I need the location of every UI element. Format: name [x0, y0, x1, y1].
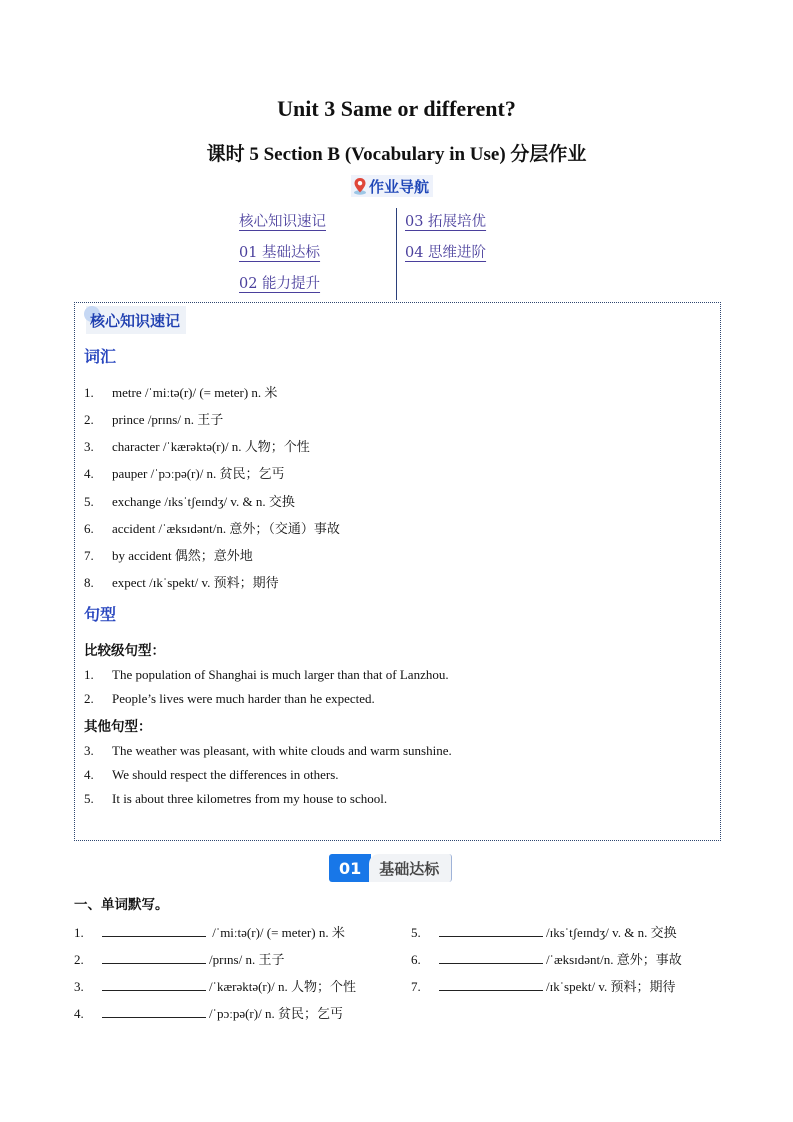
nav-link-level-02[interactable]: 02 能力提升: [239, 276, 321, 292]
answer-blank[interactable]: [102, 1005, 206, 1018]
sentence-item: 4. We should respect the differences in others.: [84, 767, 339, 782]
vocab-item: 6. accident /ˈæksɪdənt/n. 意外；（交通）事故: [84, 521, 340, 536]
map-pin-icon: [353, 177, 367, 195]
dictation-item: 6. /ˈæksɪdənt/n. 意外；事故: [411, 952, 682, 967]
nav-link-level-03[interactable]: 03 拓展培优: [405, 214, 487, 230]
vocab-item: 4. pauper /ˈpɔːpə(r)/ n. 贫民；乞丐: [84, 466, 285, 481]
sentence-item: 1. The population of Shanghai is much larger than that of Lanzhou.: [84, 667, 449, 682]
answer-blank[interactable]: [439, 951, 543, 964]
sentence-item: 5. It is about three kilometres from my house to school.: [84, 791, 388, 806]
vocab-item: 8. expect /ɪkˈspekt/ v. 预料；期待: [84, 575, 279, 590]
nav-link-level-04[interactable]: 04 思维进阶: [405, 245, 487, 261]
level-01-badge: [329, 854, 452, 882]
core-heading-text: 核心知识速记: [90, 311, 181, 330]
comparative-subtitle: 比较级句型：: [84, 643, 165, 659]
dictation-item: 7. /ɪkˈspekt/ v. 预料；期待: [411, 979, 676, 994]
vocab-item: 1. metre /ˈmiːtə(r)/ (= meter) n. 米: [84, 385, 278, 400]
badge-number: 01: [329, 854, 371, 882]
answer-blank[interactable]: [102, 978, 206, 991]
badge-label: 基础达标: [369, 854, 452, 882]
vocab-item: 5. exchange /ɪksˈtʃeɪndʒ/ v. & n. 交换: [84, 494, 295, 509]
sentence-item: 3. The weather was pleasant, with white clouds and warm sunshine.: [84, 743, 452, 758]
answer-blank[interactable]: [102, 951, 206, 964]
sentence-item: 2. People’s lives were much harder than he expected.: [84, 691, 375, 706]
vocab-item: 2. prince /prɪns/ n. 王子: [84, 412, 224, 427]
dictation-item: 1. /ˈmiːtə(r)/ (= meter) n. 米: [74, 925, 345, 940]
dictation-item: 3. /ˈkærəktə(r)/ n. 人物；个性: [74, 979, 356, 994]
dictation-item: 2. /prɪns/ n. 王子: [74, 952, 285, 967]
answer-blank[interactable]: [439, 924, 543, 937]
document-subtitle: 课时 5 Section B (Vocabulary in Use) 分层作业: [206, 144, 587, 165]
core-knowledge-heading: [86, 306, 186, 334]
other-subtitle: 其他句型：: [84, 719, 152, 735]
nav-heading-text: 作业导航: [369, 177, 430, 196]
nav-divider: [396, 208, 397, 300]
dictation-item: 5. /ɪksˈtʃeɪndʒ/ v. & n. 交换: [411, 925, 677, 940]
answer-blank[interactable]: [439, 978, 543, 991]
nav-link-core-knowledge[interactable]: 核心知识速记: [239, 214, 326, 230]
nav-link-level-01[interactable]: 01 基础达标: [239, 245, 321, 261]
dictation-item: 4. /ˈpɔːpə(r)/ n. 贫民；乞丐: [74, 1006, 343, 1021]
answer-blank[interactable]: [102, 924, 206, 937]
question-title: 一、单词默写。: [74, 897, 169, 913]
homework-nav-heading: [351, 175, 433, 197]
vocab-section-title: 词汇: [84, 347, 117, 366]
sentence-section-title: 句型: [84, 605, 117, 624]
vocab-item: 7. by accident 偶然；意外地: [84, 548, 253, 563]
vocab-item: 3. character /ˈkærəktə(r)/ n. 人物；个性: [84, 439, 310, 454]
document-title: Unit 3 Same or different?: [277, 96, 516, 121]
